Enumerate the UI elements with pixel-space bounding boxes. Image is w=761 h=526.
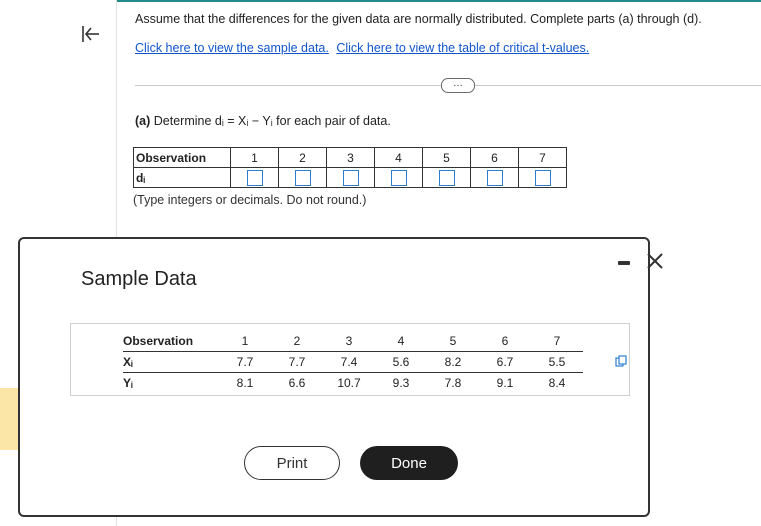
part-a-label: (a) <box>135 114 151 128</box>
y-values-row <box>123 373 583 394</box>
di-cell-4 <box>375 168 423 188</box>
di-cell-5 <box>423 168 471 188</box>
input-hint: (Type integers or decimals. Do not round.) <box>133 193 367 207</box>
obs-6: 6 <box>479 331 531 352</box>
done-button[interactable]: Done <box>360 446 458 480</box>
view-sample-data-link[interactable]: Click here to view the sample data. <box>135 41 329 55</box>
y-value-3: 10.7 <box>337 376 361 390</box>
x-value-5: 8.2 <box>427 352 479 373</box>
obs-col-1: 1 <box>231 148 279 168</box>
observation-header: Observation <box>123 331 219 352</box>
obs-3: 3 <box>323 331 375 352</box>
x-label: Xᵢ <box>123 352 219 373</box>
modal-title: Sample Data <box>81 268 197 290</box>
di-header: dᵢ <box>134 168 231 188</box>
x-value-3: 7.4 <box>323 352 375 373</box>
di-cell-1 <box>231 168 279 188</box>
data-header-row <box>123 331 583 352</box>
x-values-row <box>123 352 583 373</box>
resource-links <box>135 41 593 55</box>
x-value-1: 7.7 <box>219 352 271 373</box>
copy-icon[interactable] <box>615 355 627 367</box>
observation-header: Observation <box>134 148 231 168</box>
x-value-4: 5.6 <box>375 352 427 373</box>
sample-data-modal <box>18 237 650 517</box>
di-cell-3 <box>327 168 375 188</box>
y-value-1: 8.1 <box>236 376 254 390</box>
obs-col-7: 7 <box>519 148 567 168</box>
di-input-4[interactable] <box>391 170 407 186</box>
top-accent-bar <box>116 0 761 2</box>
sample-data-table <box>123 331 583 393</box>
y-value-4: 9.3 <box>392 376 410 390</box>
y-value-2: 6.6 <box>288 376 306 390</box>
x-value-6: 6.7 <box>479 352 531 373</box>
minimize-icon[interactable] <box>618 261 630 265</box>
obs-col-4: 4 <box>375 148 423 168</box>
answer-input-row <box>134 168 567 188</box>
obs-1: 1 <box>219 331 271 352</box>
obs-2: 2 <box>271 331 323 352</box>
obs-col-2: 2 <box>279 148 327 168</box>
di-input-5[interactable] <box>439 170 455 186</box>
di-cell-2 <box>279 168 327 188</box>
part-a-prompt <box>135 114 391 128</box>
more-options-button[interactable]: … <box>441 78 475 93</box>
di-cell-7 <box>519 168 567 188</box>
di-input-6[interactable] <box>487 170 503 186</box>
x-value-7: 5.5 <box>531 352 583 373</box>
obs-col-3: 3 <box>327 148 375 168</box>
y-value-7: 8.4 <box>548 376 566 390</box>
highlight-strip <box>0 388 18 450</box>
di-input-2[interactable] <box>295 170 311 186</box>
sample-data-frame <box>70 323 630 396</box>
view-critical-values-link[interactable]: Click here to view the table of critical t-values. <box>336 41 590 55</box>
obs-col-6: 6 <box>471 148 519 168</box>
obs-4: 4 <box>375 331 427 352</box>
answer-header-row <box>134 148 567 168</box>
differences-answer-table <box>133 147 567 188</box>
di-input-1[interactable] <box>247 170 263 186</box>
part-a-text: Determine dᵢ = Xᵢ − Yᵢ for each pair of data. <box>153 114 391 128</box>
y-value-6: 9.1 <box>496 376 514 390</box>
question-instructions: Assume that the differences for the given data are normally distributed. Complete parts (a) through (d). <box>135 12 702 26</box>
y-value-5: 7.8 <box>444 376 462 390</box>
y-label: Yᵢ <box>123 376 133 390</box>
di-cell-6 <box>471 168 519 188</box>
obs-5: 5 <box>427 331 479 352</box>
print-button[interactable]: Print <box>244 446 340 480</box>
di-input-3[interactable] <box>343 170 359 186</box>
x-value-2: 7.7 <box>271 352 323 373</box>
close-icon[interactable] <box>646 252 664 270</box>
di-input-7[interactable] <box>535 170 551 186</box>
obs-7: 7 <box>531 331 583 352</box>
obs-col-5: 5 <box>423 148 471 168</box>
collapse-sidebar-icon[interactable] <box>80 23 102 45</box>
